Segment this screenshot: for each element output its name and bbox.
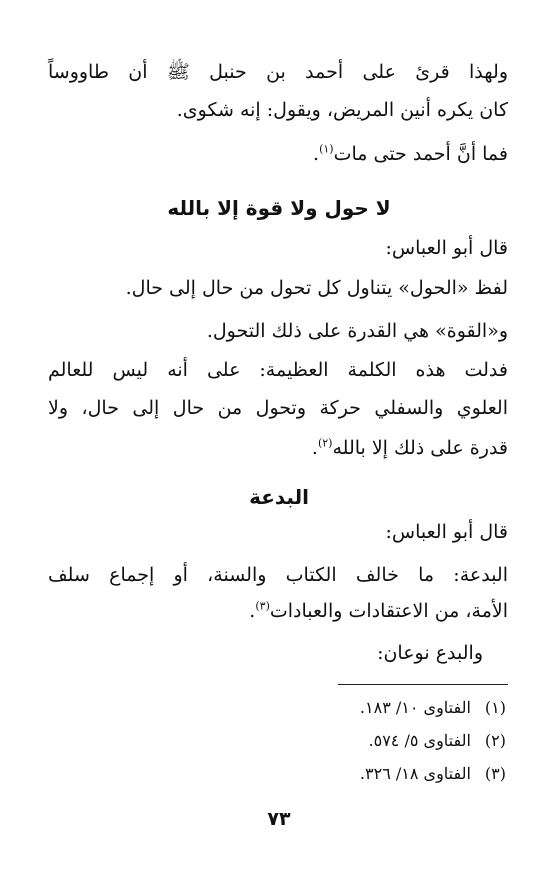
paragraph-line: لفظ «الحول» يتناول كل تحول من حال إلى حال.: [125, 277, 508, 299]
footnote-text: الفتاوى ١٨/ ٣٢٦.: [359, 764, 471, 783]
footnote-ref: (٣): [255, 599, 270, 613]
line-text: قدرة على ذلك إلا بالله: [332, 437, 508, 459]
paragraph-line: قال أبو العباس:: [385, 237, 508, 259]
footnote-number: (٢): [484, 731, 506, 750]
paragraph-line: كان يكره أنين المريض، ويقول: إنه شكوى.: [176, 99, 508, 121]
section-heading: لا حول ولا قوة إلا بالله: [167, 196, 391, 220]
paragraph-line: و«القوة» هي القدرة على ذلك التحول.: [206, 320, 508, 342]
paragraph-line: العلوي والسفلي حركة وتحول من حال إلى حال، ولا: [48, 397, 508, 419]
paragraph-line: ولهذا قرئ على أحمد بن حنبل ﷺ أن طاووساً: [48, 61, 508, 83]
paragraph-line: فدلت هذه الكلمة العظيمة: على أنه ليس للعالم: [48, 359, 508, 381]
footnote-ref: (٢): [317, 436, 333, 450]
line-tail: .: [311, 437, 318, 459]
paragraph-line: البدعة: ما خالف الكتاب والسنة، أو إجماع سلف: [48, 564, 508, 586]
page-number: ٧٣: [267, 808, 291, 830]
footnote-ref: (١): [319, 142, 334, 156]
section-heading: البدعة: [249, 485, 309, 509]
paragraph-line: قال أبو العباس:: [385, 521, 508, 543]
footnote-text: الفتاوى ١٠/ ١٨٣.: [359, 698, 471, 717]
footnote-text: الفتاوى ٥/ ٥٧٤.: [368, 731, 471, 750]
line-text: فما أنَّ أحمد حتى مات: [333, 143, 508, 165]
footnote: [360, 697, 506, 719]
line-tail: .: [313, 143, 320, 165]
paragraph-line: [48, 598, 508, 624]
paragraph-line: [48, 435, 508, 461]
footnote-rule: [338, 684, 508, 685]
line-text: الأمة، من الاعتقادات والعبادات: [269, 600, 508, 622]
line-tail: .: [249, 600, 256, 622]
footnote-number: (١): [484, 698, 506, 717]
paragraph-line: والبدع نوعان:: [377, 642, 483, 664]
footnote-number: (٣): [484, 764, 506, 783]
paragraph-line: [48, 141, 508, 167]
footnote: [360, 763, 506, 785]
footnote: [369, 730, 507, 752]
